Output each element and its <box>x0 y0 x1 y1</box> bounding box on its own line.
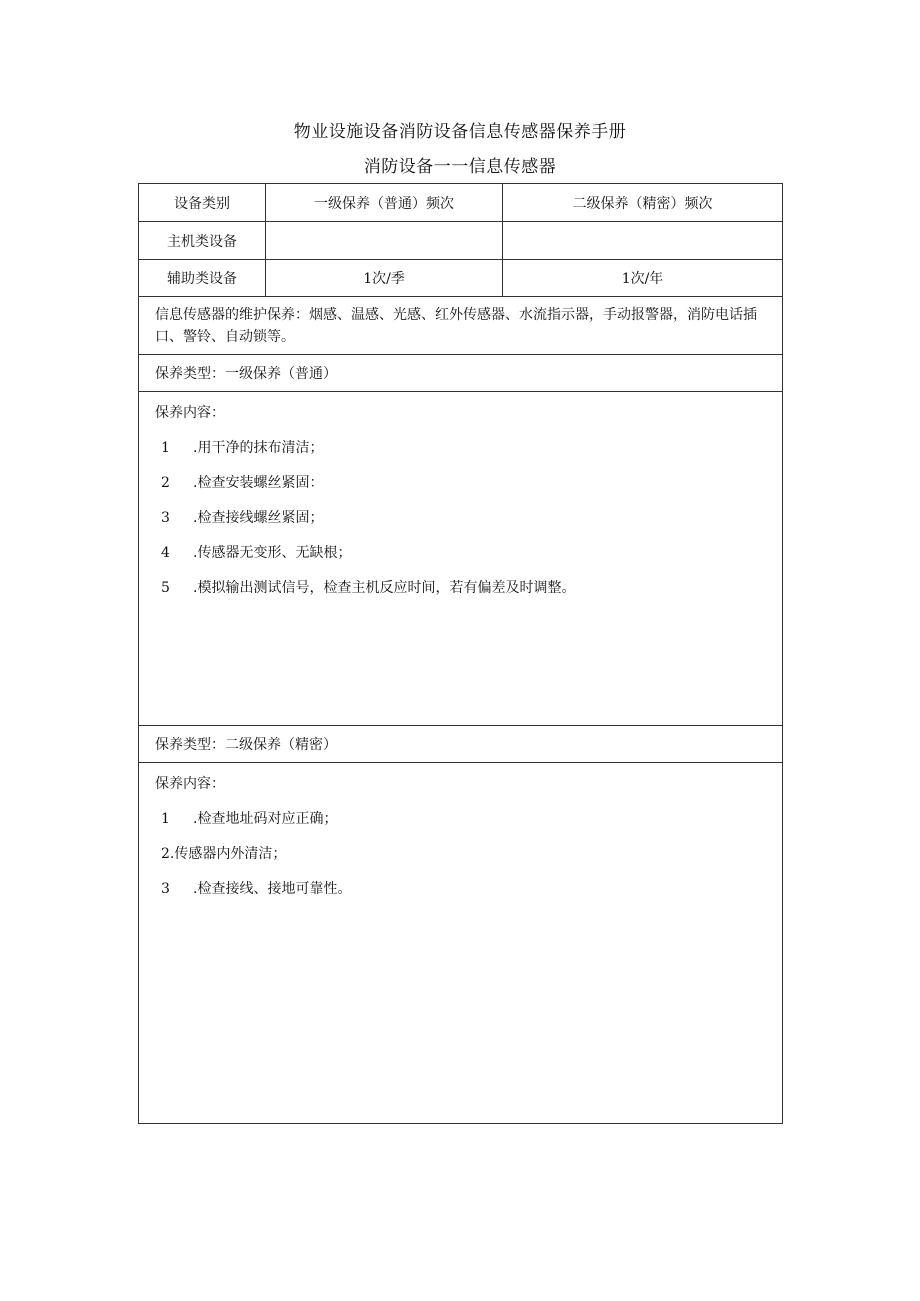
document-title: 物业设施设备消防设备信息传感器保养手册 <box>293 122 627 142</box>
description-row <box>139 297 783 355</box>
row-level2: 1次/年 <box>503 260 783 297</box>
row-level1 <box>266 222 503 260</box>
section1-type: 保养类型：一级保养（普通） <box>139 355 783 392</box>
maintenance-description: 信息传感器的维护保养：烟感、温感、光感、红外传感器、水流指示器，手动报警器，消防电话插口、警铃、自动锁等。 <box>139 297 783 355</box>
list-item <box>155 437 766 459</box>
item-number: 1 <box>161 440 170 456</box>
item-number: 3 <box>161 881 170 897</box>
document-subtitle: 消防设备一一信息传感器 <box>363 157 557 177</box>
row-level2 <box>503 222 783 260</box>
header-level2-frequency: 二级保养（精密）频次 <box>503 184 783 222</box>
section2-type: 保养类型：二级保养（精密） <box>139 726 783 763</box>
row-category: 辅助类设备 <box>139 260 266 297</box>
list-item <box>155 472 766 494</box>
section2-content <box>139 763 783 1124</box>
table-row <box>139 222 783 260</box>
item-number: 2 <box>161 475 170 491</box>
table-header-row <box>139 184 783 222</box>
header-level1-frequency: 一级保养（普通）频次 <box>266 184 503 222</box>
item-number: 3 <box>161 510 170 526</box>
item-text: .检查接线、接地可靠性。 <box>193 881 352 897</box>
item-text: .检查接线螺丝紧固； <box>193 510 324 526</box>
item-text: .检查安装螺丝紧固： <box>193 475 324 491</box>
item-number: 5 <box>161 580 170 596</box>
item-text: .检查地址码对应正确； <box>193 811 338 827</box>
row-level1: 1次/季 <box>266 260 503 297</box>
section2-heading: 保养内容： <box>155 776 225 792</box>
item-number: 1 <box>161 811 170 827</box>
header-category: 设备类别 <box>139 184 266 222</box>
section1-type-row <box>139 355 783 392</box>
list-item <box>155 507 766 529</box>
table-row <box>139 260 783 297</box>
list-item <box>155 577 766 599</box>
list-item <box>155 808 766 830</box>
item-number: 2 <box>161 846 170 862</box>
list-item <box>155 542 766 564</box>
section1-content-row <box>139 392 783 726</box>
list-item <box>155 843 766 865</box>
row-category: 主机类设备 <box>139 222 266 260</box>
maintenance-table <box>138 183 783 1124</box>
section1-heading: 保养内容： <box>155 405 225 421</box>
list-item <box>155 878 766 900</box>
item-text: .传感器内外清洁； <box>169 846 287 862</box>
section2-type-row <box>139 726 783 763</box>
section1-content <box>139 392 783 726</box>
item-text: .传感器无变形、无缺根； <box>193 545 352 561</box>
item-text: .模拟输出测试信号，检查主机反应时间，若有偏差及时调整。 <box>193 580 576 596</box>
item-number: 4 <box>161 545 170 561</box>
item-text: .用干净的抹布清洁； <box>193 440 324 456</box>
section2-content-row <box>139 763 783 1124</box>
